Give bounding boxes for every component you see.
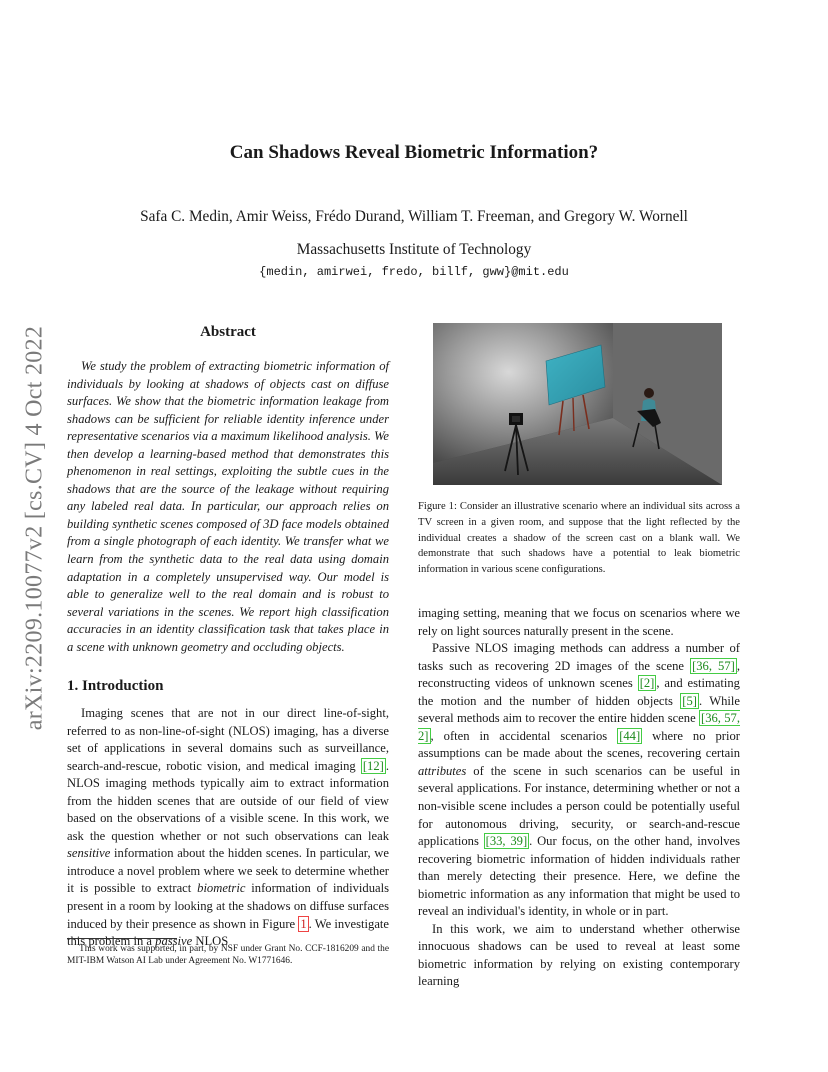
arxiv-sidebar [13, 295, 57, 760]
citation-link[interactable]: [5] [682, 693, 697, 708]
citation-link[interactable]: [2] [639, 676, 655, 691]
abstract-text: We study the problem of extracting biometric information of individuals by looking at shadows of objects cast on diffuse surfaces. We show that the biometric information leakage from shadows can be sufficient for reliable identity inference under representative scenarios via a maximum likelihood analysis. We then develop a learning-based method that demonstrates this phenomenon in real settings, exploiting the subtle cues in the shadows that are the source of the leakage without requiring any labeled real data. In particular, our approach relies on building synthetic scenes composed of 3D face models obtained from a single photograph of each identity. We transfer what we learn from the synthetic data to the real data using domain adaptation in a completely unsupervised way. Our model is able to generalize well to the real domain and is robust to several variations in the scenes. We report high classification accuracies in an identity classification task that takes place in a scene with unknown geometry and occluding objects. [67, 359, 389, 654]
authors: Safa C. Medin, Amir Weiss, Frédo Durand, William T. Freeman, and Gregory W. Wornell [140, 208, 688, 225]
author-emails: {medin, amirwei, fredo, billf, gww}@mit.edu [259, 265, 569, 279]
footnote: This work was supported, in part, by NSF under Grant No. CCF-1816209 and the MIT-IBM Watson AI Lab under Agreement No. W1771646. [67, 944, 389, 966]
footnote-rule [67, 938, 177, 939]
citation-link[interactable]: [36, 57, 2] [418, 711, 741, 743]
paragraph-this-work: In this work, we aim to understand whether otherwise innocuous shadows can be used to reveal at least some biometric information by relying on existing contemporary learning [418, 921, 740, 989]
paragraph-continuation: imaging setting, meaning that we focus on scenarios where we rely on light sources naturally present in the scene. [418, 606, 740, 638]
paper-title: Can Shadows Reveal Biometric Information? [229, 142, 599, 163]
intro-paragraph: Imaging scenes that are not in our direct line-of-sight, referred to as non-line-of-sight (NLOS) imaging, has a diverse set of applications in several domains such as surveillance, search-and-rescue, robotic vision, and medical imaging [12] . NLOS imaging methods typically aim to extract information from the hidden scenes that are outside of our field of view based on the observations of a visible scene. In this work, we ask the question whether or not such observations can leak sensitive information about the hidden scenes. In particular, we introduce a novel problem where we seek to determine whether it is possible to extract biometric information of individuals present in a room by looking at the shadows on diffuse surfaces induced by their presence as shown in Figure 1 . We investigate this problem in a passive NLOS [67, 706, 389, 949]
section-heading-introduction: 1. Introduction [67, 678, 164, 694]
abstract-heading: Abstract [200, 324, 256, 340]
affiliation: Massachusetts Institute of Technology [296, 241, 532, 258]
citation-link[interactable]: [12] [362, 758, 384, 773]
citation-link[interactable]: [33, 39] [485, 834, 528, 849]
scene-render [433, 323, 722, 485]
paragraph-passive-nlos: Passive NLOS imaging methods can address a number of tasks such as recovering 2D images of the scene [36, 57] , reconstructing videos of unknown scenes [2] , and estimating the motion and the number of hidden objects [5] . While several methods aim to recover the entire hidden scene [36, 57, 2] , often in accidental scenarios [44] where no prior assumptions can be made about the scenes, recovering certain attributes of the scene in such scenarios can be useful in several applications. For instance, determining whether or not a non-visible scene includes a person could be potentially useful for autonomous driving, security, or search-and-rescue applications [33, 39] . Our focus, on the other hand, involves recovering biometric information of hidden individuals rather than merely detecting their presence. Here, we define the biometric information as any information that might be used to reveal an individual's identity, in whole or in part. [418, 641, 741, 919]
right-column-body [418, 605, 740, 991]
figure-caption: Figure 1: Consider an illustrative scenario where an individual sits across a TV screen in a given room, and suppose that the light reflected by the individual creates a shadow of the screen cast on a blank wall. We demonstrate that such shadows have a potential to leak biometric information in various scene configurations. [418, 501, 740, 576]
figure-reference-link[interactable]: 1 [300, 916, 307, 931]
figure-scene-illustration [433, 323, 722, 485]
arxiv-identifier: arXiv:2209.10077v2 [cs.CV] 4 Oct 2022 [21, 325, 48, 730]
citation-link[interactable]: [36, 57] [692, 658, 735, 673]
citation-link[interactable]: [44] [619, 728, 641, 743]
